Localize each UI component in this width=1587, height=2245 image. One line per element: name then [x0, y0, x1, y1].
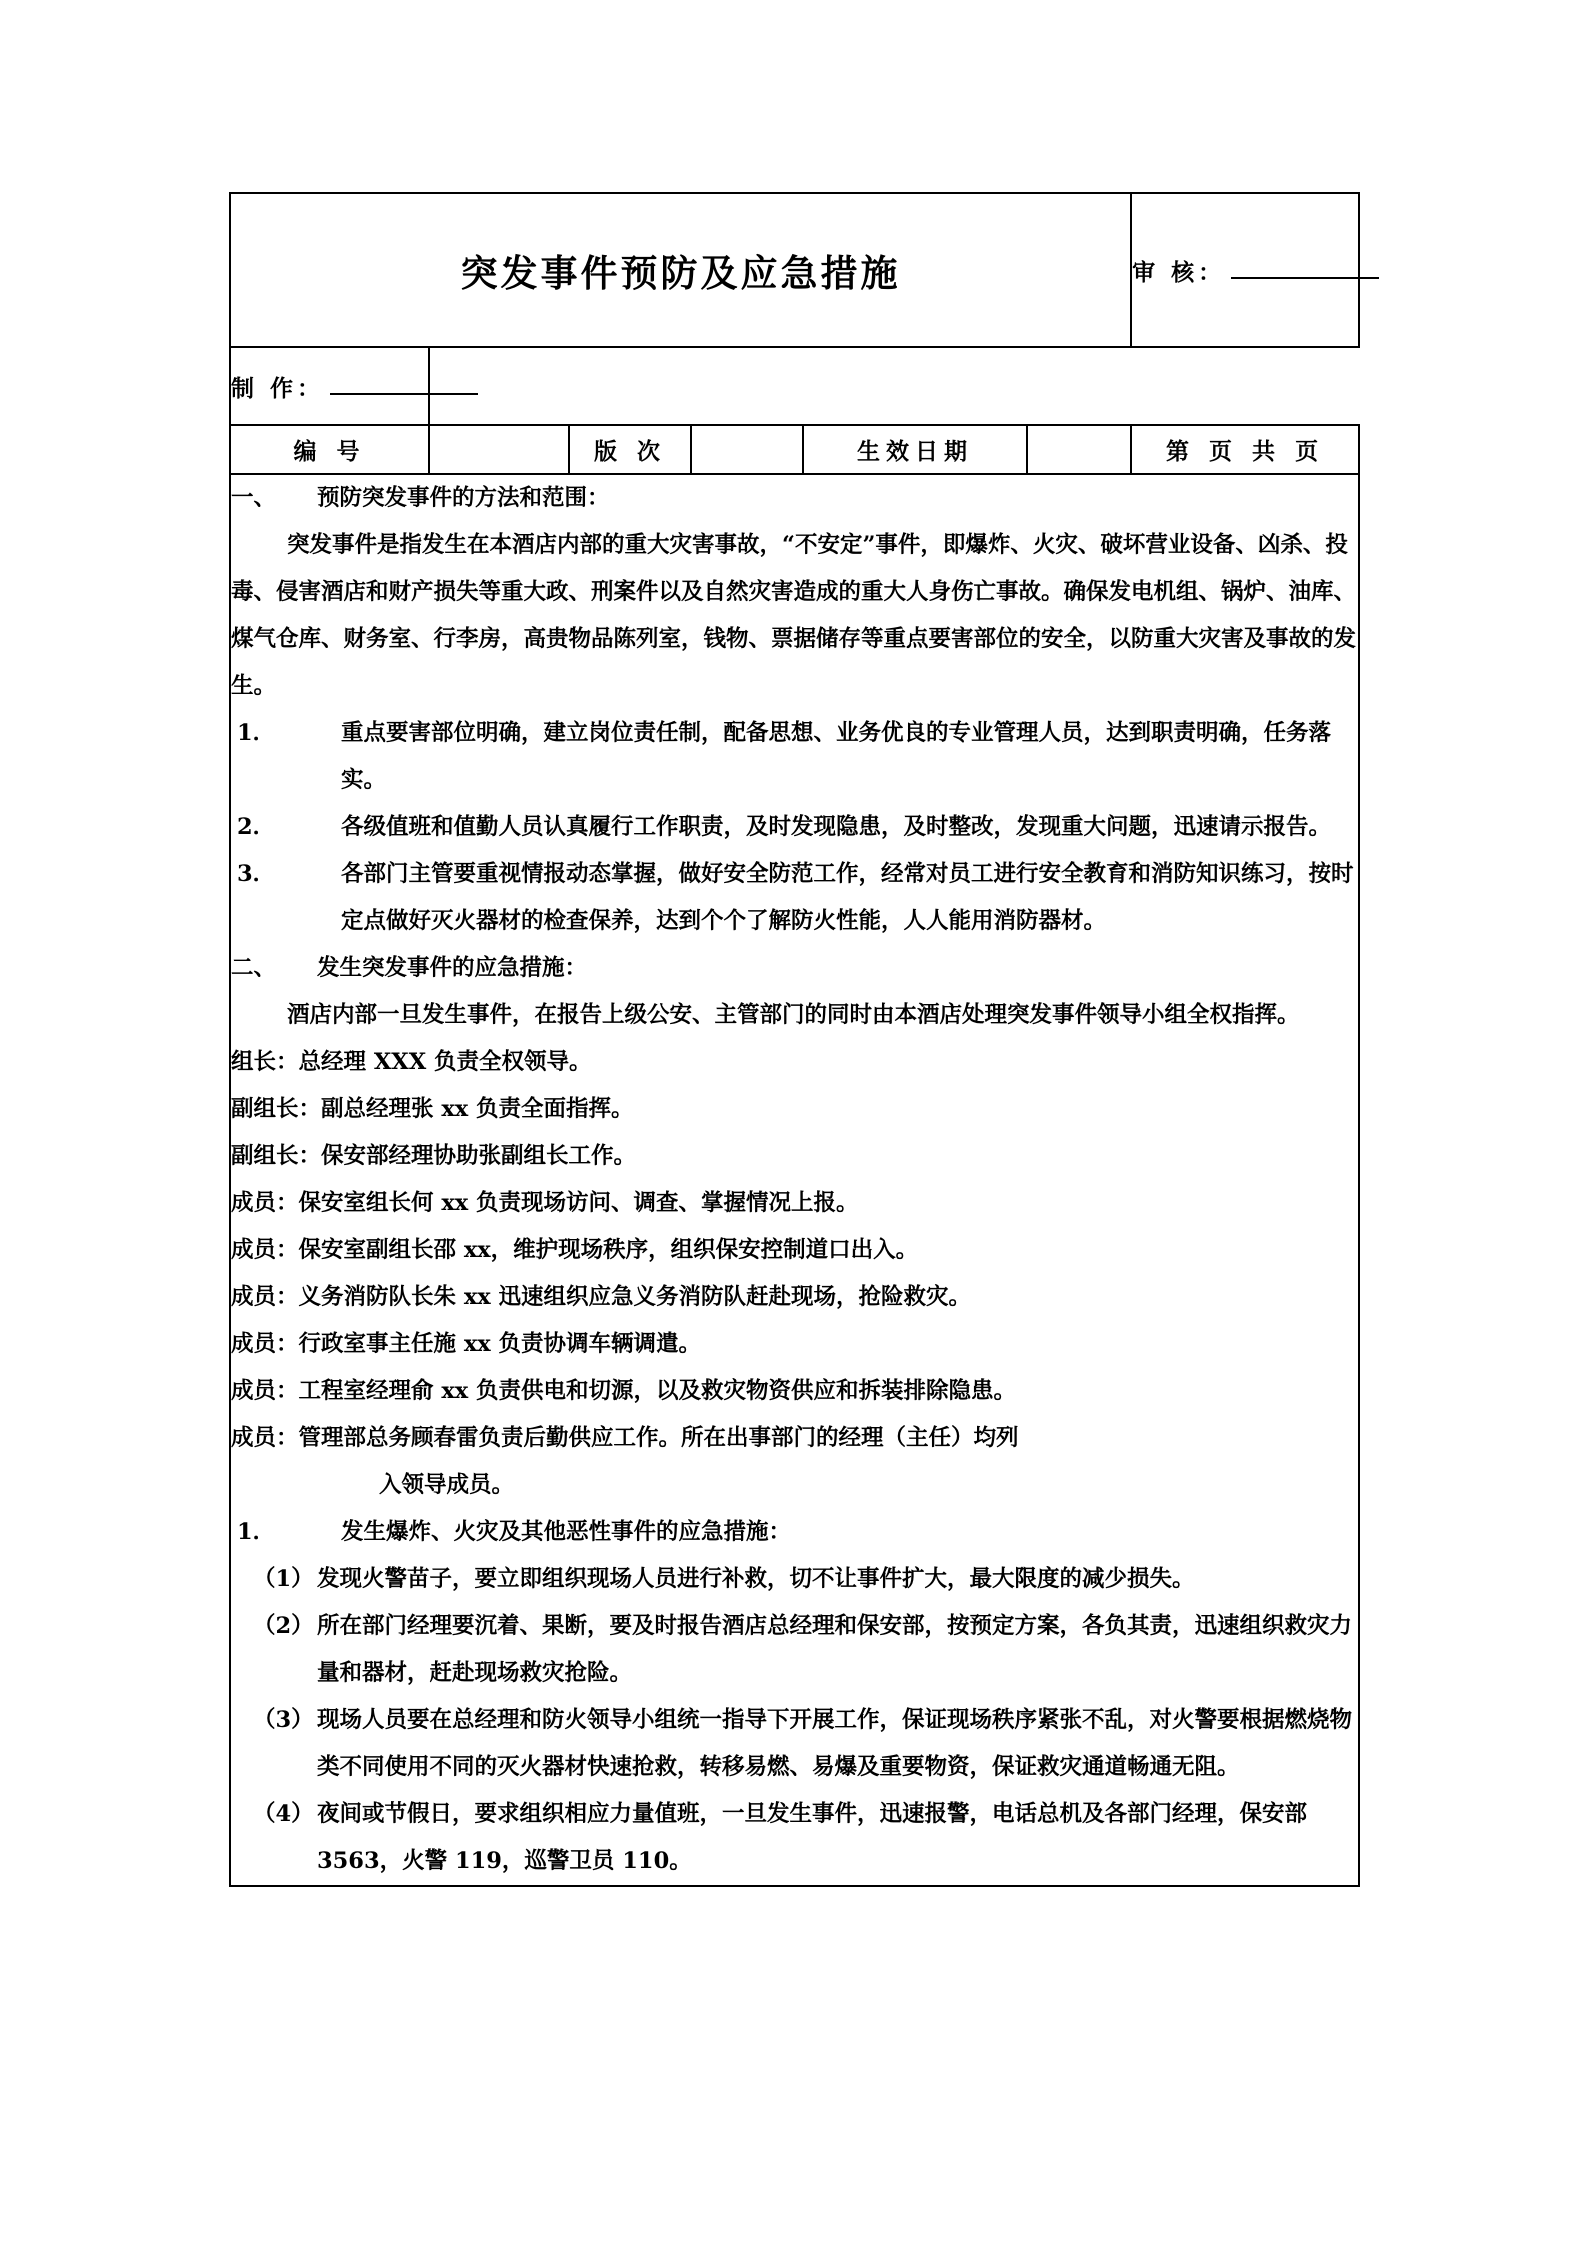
maker-cell: [230, 347, 429, 425]
meta-number-label: 编 号: [230, 425, 429, 474]
role-line-member-3: 成员：义务消防队长朱 xx 迅速组织应急义务消防队赶赴现场，抢险救灾。: [231, 1284, 971, 1310]
paren-mark-1: （1）: [253, 1566, 314, 1592]
meta-effective-date-label: 生效日期: [803, 425, 1027, 474]
paren-text-1: 发现火警苗子，要立即组织现场人员进行补救，切不让事件扩大，最大限度的减少损失。: [317, 1566, 1195, 1592]
document-table: [229, 192, 1360, 1887]
document-title-cell: [230, 193, 1131, 347]
page-title: 突发事件预防及应急措施: [460, 252, 901, 295]
meta-page-label: 第 页 共 页: [1131, 425, 1359, 474]
paragraph-intro-1: 突发事件是指发生在本酒店内部的重大灾害事故，“不安定”事件，即爆炸、火灾、破坏营业设备、凶杀、投毒、侵害酒店和财产损失等重大政、刑案件以及自然灾害造成的重大人身伤亡事故。确保发电机组、锅炉、油库、煤气仓库、财务室、行李房，高贵物品陈列室，钱物、票据储存等重点要害部位的安全，以防重大灾害及事故的发生。: [231, 532, 1357, 699]
paren-mark-3: （3）: [253, 1707, 314, 1733]
maker-label: 制 作：: [231, 375, 325, 402]
list-mark-1-1: 1．: [237, 720, 276, 746]
section-heading-1: [231, 475, 1358, 522]
meta-version-value[interactable]: [691, 425, 803, 474]
meta-version-label: 版 次: [569, 425, 691, 474]
meta-effective-date-value[interactable]: [1027, 425, 1131, 474]
role-line-member-6-cont: 入领导成员。: [379, 1472, 515, 1498]
role-line-member-1: 成员：保安室组长何 xx 负责现场访问、调查、掌握情况上报。: [231, 1190, 859, 1216]
role-line-member-5: 成员：工程室经理俞 xx 负责供电和切源，以及救灾物资供应和拆装排除隐患。: [231, 1378, 1016, 1404]
meta-row: [230, 425, 1359, 474]
subsection-heading-2-1: [231, 1509, 1358, 1556]
body-row: [230, 474, 1359, 1886]
paren-mark-2: （2）: [253, 1613, 314, 1639]
list-mark-1-2: 2．: [237, 814, 276, 840]
meta-number-value[interactable]: [429, 425, 569, 474]
subsection-mark-2-1: 1．: [237, 1519, 276, 1545]
review-label: 审 核：: [1132, 259, 1226, 286]
paren-item-4: [231, 1791, 1358, 1885]
paren-text-4: 夜间或节假日，要求组织相应力量值班，一旦发生事件，迅速报警，电话总机及各部门经理，保安部 3563，火警 119，巡警卫员 110。: [317, 1801, 1308, 1874]
role-line-member-6: 成员：管理部总务顾春雷负责后勤供应工作。所在出事部门的经理（主任）均列: [231, 1425, 1019, 1451]
list-text-1-3: 各部门主管要重视情报动态掌握，做好安全防范工作，经常对员工进行安全教育和消防知识练习，按时定点做好灭火器材的检查保养，达到个个了解防火性能，人人能用消防器材。: [341, 861, 1354, 934]
document-body: [231, 475, 1358, 1885]
paren-item-2: [231, 1603, 1358, 1697]
section-heading-2: [231, 945, 1358, 992]
list-item-1-1: [231, 710, 1358, 804]
review-input-line[interactable]: [1231, 261, 1379, 279]
maker-input-line[interactable]: [330, 377, 478, 395]
header-row: [230, 193, 1359, 347]
list-item-1-3: [231, 851, 1358, 945]
list-text-1-2: 各级值班和值勤人员认真履行工作职责，及时发现隐患，及时整改，发现重大问题，迅速请示报告。: [341, 814, 1332, 840]
list-text-1-1: 重点要害部位明确，建立岗位责任制，配备思想、业务优良的专业管理人员，达到职责明确，任务落实。: [341, 720, 1332, 793]
role-line-deputy-1: 副组长：副总经理张 xx 负责全面指挥。: [231, 1096, 634, 1122]
paragraph-intro-2: 酒店内部一旦发生事件，在报告上级公安、主管部门的同时由本酒店处理突发事件领导小组全权指挥。: [287, 1002, 1300, 1028]
document-body-cell: [230, 474, 1359, 1886]
section-title-1: 预防突发事件的方法和范围：: [317, 485, 610, 511]
role-line-deputy-2: 副组长：保安部经理协助张副组长工作。: [231, 1143, 637, 1169]
paren-mark-4: （4）: [253, 1801, 314, 1827]
review-cell: [1131, 193, 1359, 347]
subsection-title-2-1: 发生爆炸、火灾及其他恶性事件的应急措施：: [341, 1519, 792, 1545]
role-line-member-2: 成员：保安室副组长邵 xx，维护现场秩序，组织保安控制道口出入。: [231, 1237, 919, 1263]
role-line-member-4: 成员：行政室事主任施 xx 负责协调车辆调遣。: [231, 1331, 701, 1357]
paren-text-2: 所在部门经理要沉着、果断，要及时报告酒店总经理和保安部，按预定方案，各负其责，迅速组织救灾力量和器材，赶赴现场救灾抢险。: [317, 1613, 1353, 1686]
paren-text-3: 现场人员要在总经理和防火领导小组统一指导下开展工作，保证现场秩序紧张不乱，对火警要根据燃烧物类不同使用不同的灭火器材快速抢救，转移易燃、易爆及重要物资，保证救灾通道畅通无阻。: [317, 1707, 1353, 1780]
maker-row: [230, 347, 1359, 425]
list-mark-1-3: 3．: [237, 861, 276, 887]
section-title-2: 发生突发事件的应急措施：: [317, 955, 588, 981]
list-item-1-2: [231, 804, 1358, 851]
role-line-leader: 组长：总经理 XXX 负责全权领导。: [231, 1049, 592, 1075]
paren-item-3: [231, 1697, 1358, 1791]
section-mark-1: 一、: [231, 485, 277, 511]
section-mark-2: 二、: [231, 955, 277, 981]
paren-item-1: [231, 1556, 1358, 1603]
